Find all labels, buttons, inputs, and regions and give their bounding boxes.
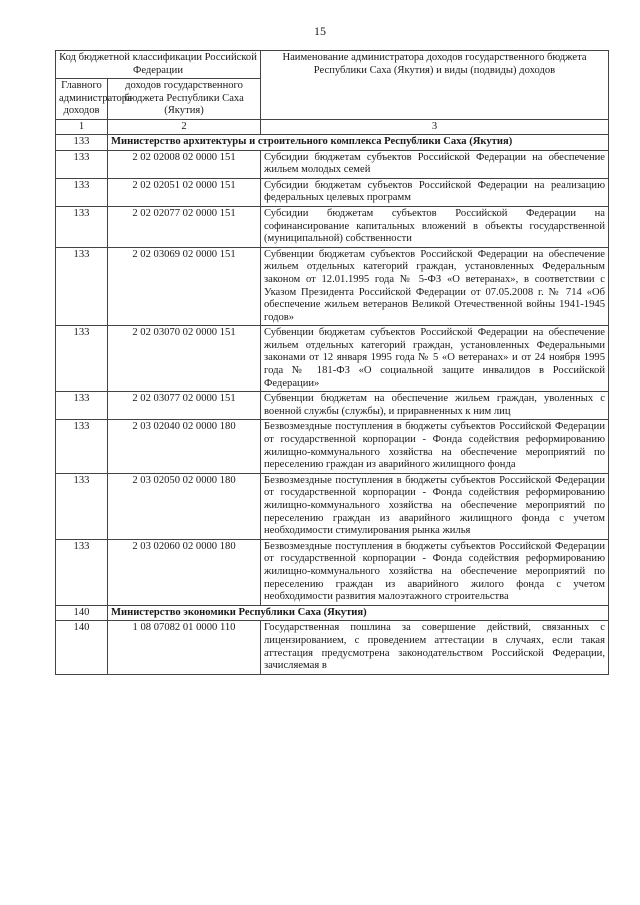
budget-classification-table: [55, 50, 609, 675]
income-name-cell: Субвенции бюджетам на обеспечение жильем граждан, уволенных с военной службы (службы), и приравненных к ним лиц: [261, 392, 609, 420]
income-name-cell: Субсидии бюджетам субъектов Российской Федерации на софинансирование капитальных вложений в объекты государственной (муниципальной) собственности: [261, 206, 609, 247]
income-name-cell: Субвенции бюджетам субъектов Российской Федерации на обеспечение жильем отдельных категорий граждан, установленных Федеральным законом от 12.01.1995 года № 5-ФЗ «О ветеранах», в соответствии с Указом Президента Российской Федерации от 07.05.2008 г. № 714 «Об обеспечение жильем ветеранов Великой Отечественной войны 1941-1945 годов»: [261, 247, 609, 326]
income-name-cell: Субсидии бюджетам субъектов Российской Федерации на обеспечение жильем молодых семей: [261, 150, 609, 178]
income-code-cell: 2 02 02077 02 0000 151: [108, 206, 261, 247]
header-admin-cell: Главного администратора доходов: [56, 79, 108, 120]
income-code-cell: 2 03 02040 02 0000 180: [108, 420, 261, 473]
section-title-cell: Министерство архитектуры и строительного комплекса Республики Саха (Якутия): [108, 134, 609, 150]
header-code-cell: доходов государственного бюджета Республики Саха (Якутия): [108, 79, 261, 120]
income-name-cell: Безвозмездные поступления в бюджеты субъектов Российской Федерации от государственной корпорации - Фонда содействия реформированию жилищно-коммунального хозяйства на обеспечение мероприятий по переселению граждан из аварийного жилого фонда с учетом необходимости развития малоэтажного строительства: [261, 539, 609, 605]
index-cell-1: 1: [56, 119, 108, 134]
section-title-cell: Министерство экономики Республики Саха (Якутия): [108, 605, 609, 621]
admin-code-cell: 133: [56, 134, 108, 150]
income-name-cell: Субсидии бюджетам субъектов Российской Федерации на реализацию федеральных целевых программ: [261, 178, 609, 206]
admin-code-cell: 133: [56, 178, 108, 206]
table-row: [56, 178, 609, 206]
income-code-cell: 2 02 02051 02 0000 151: [108, 178, 261, 206]
income-name-cell: Субвенции бюджетам субъектов Российской Федерации на обеспечение жильем отдельных категорий граждан, установленных Федеральными законами от 12 января 1995 года № 5 «О ветеранах» и от 24 ноября 1995 года № 181-ФЗ «О социальной защите инвалидов в Российской Федерации»: [261, 326, 609, 392]
admin-code-cell: 133: [56, 326, 108, 392]
admin-code-cell: 133: [56, 247, 108, 326]
admin-code-cell: 140: [56, 621, 108, 674]
table-row: [56, 621, 609, 674]
table-row: [56, 326, 609, 392]
admin-code-cell: 140: [56, 605, 108, 621]
page-number: 15: [314, 24, 326, 38]
table-row: [56, 247, 609, 326]
income-code-cell: 2 02 03069 02 0000 151: [108, 247, 261, 326]
income-name-cell: Государственная пошлина за совершение действий, связанных с лицензированием, с проведением аттестации в случаях, если такая аттестация предусмотрена законодательством Российской Федерации, зачисляемая в: [261, 621, 609, 674]
income-code-cell: 2 03 02050 02 0000 180: [108, 473, 261, 539]
admin-code-cell: 133: [56, 539, 108, 605]
header-row-group: [56, 51, 609, 79]
section-row: [56, 605, 609, 621]
table-row: [56, 420, 609, 473]
section-row: [56, 134, 609, 150]
admin-code-cell: 133: [56, 206, 108, 247]
income-code-cell: 1 08 07082 01 0000 110: [108, 621, 261, 674]
table-row: [56, 150, 609, 178]
index-cell-3: 3: [261, 119, 609, 134]
admin-code-cell: 133: [56, 473, 108, 539]
header-name-cell: Наименование администратора доходов государственного бюджета Республики Саха (Якутия) и виды (подвиды) доходов: [261, 51, 609, 120]
table-row: [56, 539, 609, 605]
header-index-row: [56, 119, 609, 134]
table-row: [56, 206, 609, 247]
admin-code-cell: 133: [56, 420, 108, 473]
header-group-cell: Код бюджетной классификации Российской Федерации: [56, 51, 261, 79]
admin-code-cell: 133: [56, 150, 108, 178]
income-code-cell: 2 02 03070 02 0000 151: [108, 326, 261, 392]
income-name-cell: Безвозмездные поступления в бюджеты субъектов Российской Федерации от государственной корпорации - Фонда содействия реформированию жилищно-коммунального хозяйства на обеспечение мероприятий по переселению граждан из аварийного жилищного фонда с учетом необходимости стимулирования рынка жилья: [261, 473, 609, 539]
income-code-cell: 2 02 03077 02 0000 151: [108, 392, 261, 420]
income-name-cell: Безвозмездные поступления в бюджеты субъектов Российской Федерации от государственной корпорации - Фонда содействия реформированию жилищно-коммунального хозяйства на обеспечение мероприятий по переселению граждан из аварийного жилищного фонда: [261, 420, 609, 473]
table-row: [56, 392, 609, 420]
index-cell-2: 2: [108, 119, 261, 134]
admin-code-cell: 133: [56, 392, 108, 420]
table-row: [56, 473, 609, 539]
income-code-cell: 2 03 02060 02 0000 180: [108, 539, 261, 605]
income-code-cell: 2 02 02008 02 0000 151: [108, 150, 261, 178]
